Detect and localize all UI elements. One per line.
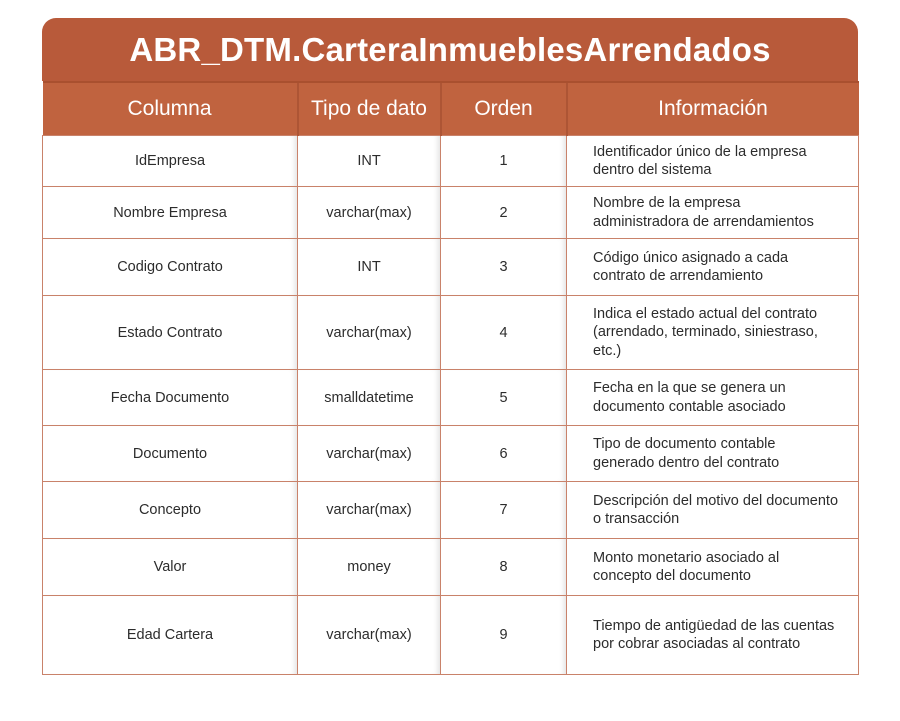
table-row — [43, 136, 859, 187]
cell-info: Fecha en la que se genera un documento contable asociado — [567, 370, 859, 426]
table-row — [43, 426, 859, 482]
table-card — [42, 18, 858, 675]
cell-tipo: INT — [298, 239, 441, 296]
cell-columna: Nombre Empresa — [43, 187, 298, 239]
cell-orden: 7 — [441, 482, 567, 539]
cell-columna: Edad Cartera — [43, 596, 298, 675]
cell-tipo: INT — [298, 136, 441, 187]
table-row — [43, 370, 859, 426]
cell-columna: Valor — [43, 539, 298, 596]
header-orden: Orden — [441, 82, 567, 136]
cell-tipo: money — [298, 539, 441, 596]
table-row — [43, 239, 859, 296]
table-row — [43, 296, 859, 370]
cell-orden: 2 — [441, 187, 567, 239]
cell-columna: Fecha Documento — [43, 370, 298, 426]
cell-info: Identificador único de la empresa dentro del sistema — [567, 136, 859, 187]
header-informacion: Información — [567, 82, 859, 136]
cell-orden: 6 — [441, 426, 567, 482]
cell-tipo: varchar(max) — [298, 426, 441, 482]
cell-info: Código único asignado a cada contrato de arrendamiento — [567, 239, 859, 296]
table-row — [43, 596, 859, 675]
cell-columna: Concepto — [43, 482, 298, 539]
cell-info: Tipo de documento contable generado dentro del contrato — [567, 426, 859, 482]
cell-orden: 9 — [441, 596, 567, 675]
cell-orden: 4 — [441, 296, 567, 370]
header-columna: Columna — [43, 82, 298, 136]
cell-orden: 5 — [441, 370, 567, 426]
header-tipo-de-dato: Tipo de dato — [298, 82, 441, 136]
table-row — [43, 539, 859, 596]
cell-tipo: varchar(max) — [298, 187, 441, 239]
cell-info: Descripción del motivo del documento o transacción — [567, 482, 859, 539]
cell-tipo: varchar(max) — [298, 596, 441, 675]
cell-columna: Estado Contrato — [43, 296, 298, 370]
cell-orden: 1 — [441, 136, 567, 187]
cell-tipo: smalldatetime — [298, 370, 441, 426]
cell-info: Monto monetario asociado al concepto del documento — [567, 539, 859, 596]
cell-columna: Documento — [43, 426, 298, 482]
cell-orden: 8 — [441, 539, 567, 596]
cell-columna: IdEmpresa — [43, 136, 298, 187]
data-table — [42, 81, 859, 675]
table-row — [43, 187, 859, 239]
cell-info: Indica el estado actual del contrato (arrendado, terminado, siniestraso, etc.) — [567, 296, 859, 370]
cell-tipo: varchar(max) — [298, 296, 441, 370]
table-row — [43, 482, 859, 539]
cell-info: Nombre de la empresa administradora de arrendamientos — [567, 187, 859, 239]
table-title: ABR_DTM.CarteraInmueblesArrendados — [42, 18, 858, 81]
cell-tipo: varchar(max) — [298, 482, 441, 539]
cell-info: Tiempo de antigüedad de las cuentas por cobrar asociadas al contrato — [567, 596, 859, 675]
cell-orden: 3 — [441, 239, 567, 296]
cell-columna: Codigo Contrato — [43, 239, 298, 296]
header-row — [43, 82, 859, 136]
